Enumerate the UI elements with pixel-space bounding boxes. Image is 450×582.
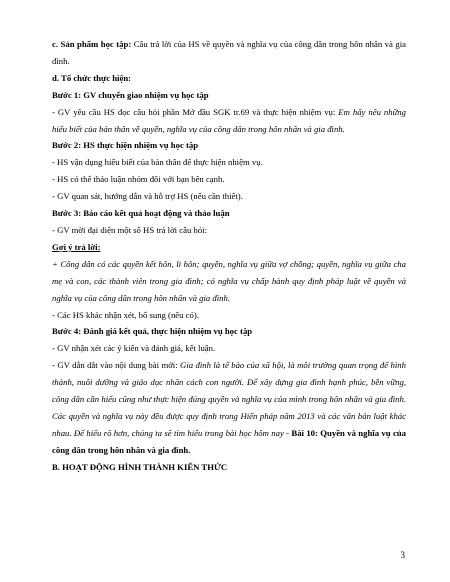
step4-item-2 bbox=[52, 357, 406, 458]
step1-title bbox=[52, 87, 406, 104]
section-b-heading bbox=[52, 459, 406, 476]
answer-text: + Công dân có các quyền kết hôn, li hôn; quyền, nghĩa vụ giữa vợ chồng; quyền, nghĩa vụ giữa cha mẹ và con, các thành viên trong gia đình; có nghĩa vụ chấp hành quy định pháp luật về quyền và nghĩa vụ của công dân trong hôn nhân và gia đình. bbox=[52, 258, 406, 303]
section-c-text: Câu trả lời của HS về quyền và nghĩa vụ của công dân trong hôn nhân và gia đình. bbox=[52, 39, 406, 66]
step4-item-2-text: - GV dẫn dắt vào nội dung bài mới: bbox=[52, 360, 181, 371]
page-content bbox=[52, 36, 406, 476]
step3-title bbox=[52, 205, 406, 222]
step3-item: - GV mời đại diện một số HS trả lời câu hỏi: bbox=[52, 224, 208, 235]
answer-heading-text: Gợi ý trả lời: bbox=[52, 241, 101, 252]
step1-paragraph bbox=[52, 104, 406, 138]
step4-item-1: - GV nhận xét các ý kiến và đánh giá, kết luận. bbox=[52, 343, 216, 354]
section-c-label: c. Sản phẩm học tập: bbox=[52, 39, 132, 49]
step3-title-text: Bước 3: Báo cáo kết quả hoạt động và thảo luận bbox=[52, 208, 230, 219]
step3-after: - Các HS khác nhận xét, bổ sung (nếu có). bbox=[52, 309, 199, 320]
section-d-label: d. Tổ chức thực hiện: bbox=[52, 72, 132, 83]
step1-title-text: Bước 1: GV chuyển giao nhiệm vụ học tập bbox=[52, 89, 209, 100]
step2-title-text: Bước 2: HS thực hiện nhiệm vụ học tập bbox=[52, 140, 199, 151]
step2-item-3: - GV quan sát, hướng dẫn và hỗ trợ HS (nếu cần thiết). bbox=[52, 191, 243, 202]
section-c-paragraph bbox=[52, 36, 406, 70]
answer-paragraph bbox=[52, 256, 406, 307]
section-b-title: B. HOẠT ĐỘNG HÌNH THÀNH KIẾN THỨC bbox=[52, 461, 228, 472]
page-number: 3 bbox=[400, 550, 405, 560]
step2-item-2: - HS có thể thảo luận nhóm đôi với bạn bên cạnh. bbox=[52, 174, 225, 185]
step4-title bbox=[52, 323, 406, 340]
step2-title bbox=[52, 137, 406, 154]
step4-item-2-italic: Gia đình là tế bào của xã hội, là môi trường quan trọng để hình thành, nuôi dưỡng và giáo dục nhân cách con người. Để xây dựng gia đình hạnh phúc, bền vững, công dân cần hiểu cũng như thực hiện đúng quyền và nghĩa vụ của mình trong hôn nhân và gia đình. Các quyền và nghĩa vụ này đều được quy định trong Hiến pháp năm 2013 và các văn bản luật khác nhau. Để hiểu rõ hơn, chúng ta sẽ tìm hiểu trong bài học hôm nay - bbox=[52, 360, 406, 438]
section-d-heading bbox=[52, 70, 406, 87]
step4-title-text: Bước 4: Đánh giá kết quả, thực hiện nhiệm vụ học tập bbox=[52, 326, 253, 337]
step1-text: - GV yêu cầu HS đọc câu hỏi phần Mở đầu SGK tr.69 và thực hiện nhiệm vụ: bbox=[52, 106, 339, 117]
lesson-title: Bài 10: Quyền và nghĩa vụ của công dân trong hôn nhân và gia đình. bbox=[52, 427, 406, 455]
answer-heading bbox=[52, 239, 406, 256]
step1-task: Em hãy nêu những hiểu biết của bản thân về quyền, nghĩa vụ của công dân trong hôn nhân và gia đình. bbox=[52, 106, 406, 134]
step2-item-1: - HS vận dụng hiểu biết của bản thân để thực hiện nhiệm vụ. bbox=[52, 157, 263, 168]
